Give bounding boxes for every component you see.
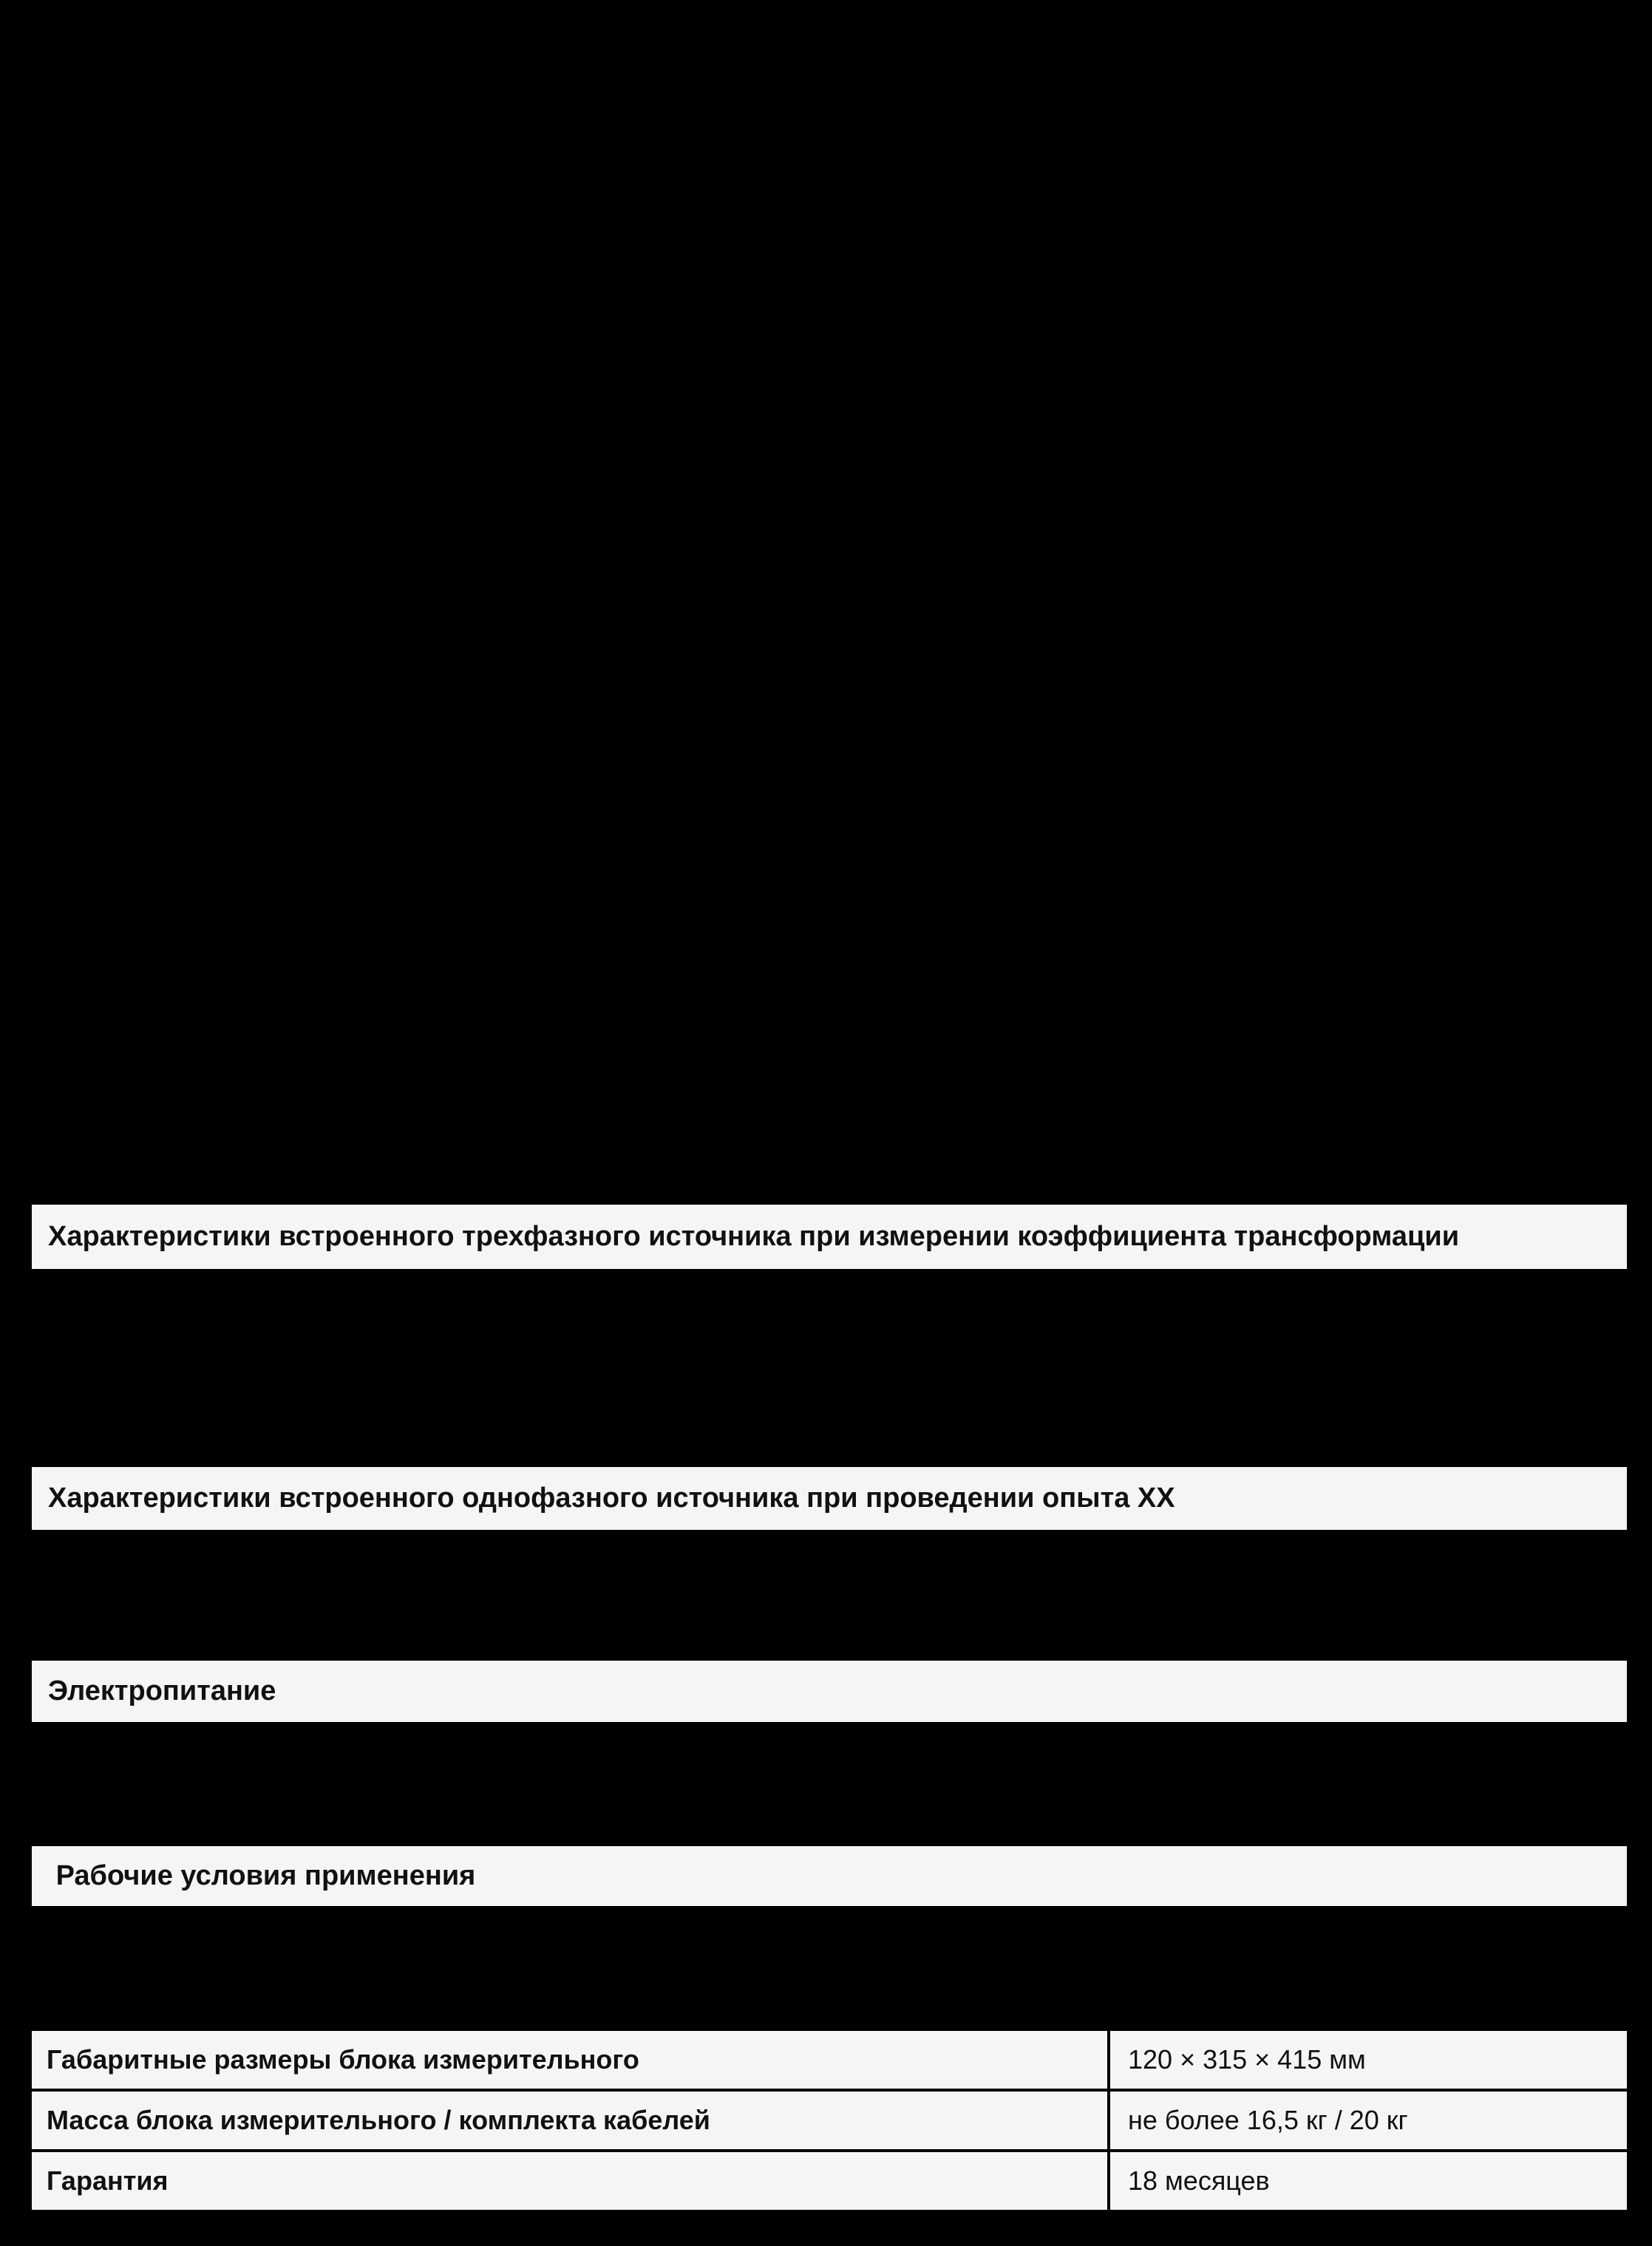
section-header-threephase-source <box>32 1205 1627 1269</box>
section-header-power-supply-label: Электропитание <box>48 1675 276 1706</box>
spec-value-warranty: 18 месяцев <box>1110 2152 1627 2210</box>
spec-value-mass: не более 16,5 кг / 20 кг <box>1110 2092 1627 2149</box>
spec-name-mass: Масса блока измерительного / комплекта кабелей <box>32 2092 1107 2149</box>
section-header-operating-conditions <box>32 1846 1627 1906</box>
spec-name-dimensions: Габаритные размеры блока измерительного <box>32 2031 1107 2089</box>
table-row <box>32 2152 1627 2210</box>
spec-name-warranty: Гарантия <box>32 2152 1107 2210</box>
section-header-singlephase-source <box>32 1467 1627 1530</box>
section-header-power-supply <box>32 1661 1627 1722</box>
table-row <box>32 2031 1627 2089</box>
section-header-operating-conditions-label: Рабочие условия применения <box>48 1859 476 1891</box>
section-header-threephase-source-label: Характеристики встроенного трехфазного источника при измерении коэффициента трансформации <box>48 1220 1460 1252</box>
spec-table <box>32 2031 1627 2210</box>
section-header-singlephase-source-label: Характеристики встроенного однофазного источника при проведении опыта ХХ <box>48 1482 1175 1514</box>
table-row <box>32 2092 1627 2149</box>
spec-value-dimensions: 120 × 315 × 415 мм <box>1110 2031 1627 2089</box>
